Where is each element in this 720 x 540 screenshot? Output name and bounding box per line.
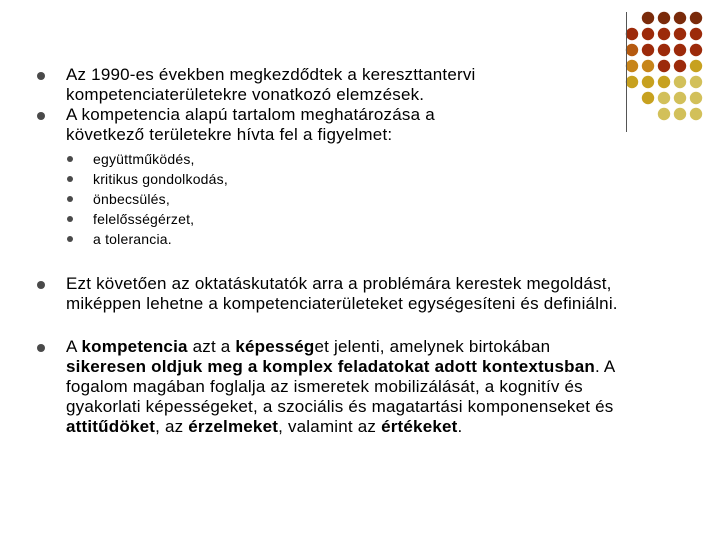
para4-line5 [66, 417, 462, 437]
emphasis-definition: sikeresen oldjuk meg a komplex feladatokat adott kontextusban [66, 357, 595, 376]
para4-line3: fogalom magában foglalja az ismeretek mobilizálását, a kognitív és [66, 377, 583, 396]
para4-line1 [66, 337, 550, 357]
text-run: . A [594, 357, 616, 376]
decorative-dot [642, 92, 654, 104]
subitem: önbecsülés, [93, 191, 170, 207]
para4-line2 [66, 357, 615, 377]
decorative-dot [690, 28, 702, 40]
decorative-dot [658, 92, 670, 104]
text-run: , az [155, 417, 189, 436]
text-run: et jelenti, amelynek birtokában [314, 337, 551, 356]
decorative-divider-line [626, 12, 627, 132]
decorative-dot [674, 60, 686, 72]
decorative-dot [626, 28, 638, 40]
bullet-icon [37, 344, 45, 352]
decorative-dot [674, 12, 686, 24]
decorative-dot [642, 28, 654, 40]
emphasis-kepesseg: képesség [235, 337, 315, 356]
decorative-dot [690, 92, 702, 104]
para4-line4: gyakorlati képességeket, a szociális és magatartási komponenseket és [66, 397, 614, 416]
decorative-dot [658, 44, 670, 56]
decorative-dot [674, 108, 686, 120]
sub-bullet-icon [67, 216, 73, 222]
subitem: együttműködés, [93, 151, 195, 167]
decorative-dot [658, 108, 670, 120]
para3-line1: Ezt követően az oktatáskutatók arra a problémára kerestek megoldást, [66, 274, 612, 293]
text-run: , valamint az [278, 417, 382, 436]
decorative-dot [658, 28, 670, 40]
sub-bullet-icon [67, 176, 73, 182]
para2-line1: A kompetencia alapú tartalom meghatározása a [66, 105, 435, 124]
decorative-dot [626, 44, 638, 56]
subitem: felelősségérzet, [93, 211, 195, 227]
decorative-dot [642, 60, 654, 72]
decorative-dot [674, 92, 686, 104]
emphasis-attitudok: attitűdöket [66, 417, 156, 436]
decorative-dot [674, 76, 686, 88]
decorative-dot [626, 76, 638, 88]
decorative-dot [690, 60, 702, 72]
decorative-dot [690, 76, 702, 88]
decorative-dot [658, 12, 670, 24]
decorative-dot [658, 76, 670, 88]
sub-bullet-icon [67, 236, 73, 242]
decorative-dot [674, 44, 686, 56]
decorative-dot [690, 108, 702, 120]
sub-bullet-icon [67, 156, 73, 162]
bullet-icon [37, 281, 45, 289]
decorative-dot [690, 44, 702, 56]
para1-line1: Az 1990-es években megkezdődtek a kereszttantervi [66, 65, 476, 84]
sub-bullet-icon [67, 196, 73, 202]
para3-line2: miképpen lehetne a kompetenciaterületeket egységesíteni és definiálni. [66, 294, 618, 313]
bullet-icon [37, 72, 45, 80]
subitem: kritikus gondolkodás, [93, 171, 228, 187]
para2-line2: következő területekre hívta fel a figyelmet: [66, 125, 393, 144]
decorative-dot [642, 44, 654, 56]
bullet-icon [37, 112, 45, 120]
emphasis-erzelmek: érzelmeket [188, 417, 279, 436]
decorative-dot [690, 12, 702, 24]
decorative-dot [626, 60, 638, 72]
text-run: azt a [187, 337, 236, 356]
decorative-dot [674, 28, 686, 40]
text-run: A [66, 337, 82, 356]
subitem: a tolerancia. [93, 231, 172, 247]
emphasis-ertekek: értékeket [381, 417, 458, 436]
text-run: . [457, 417, 463, 436]
emphasis-kompetencia: kompetencia [81, 337, 188, 356]
decorative-dot [658, 60, 670, 72]
para1-line2: kompetenciaterületekre vonatkozó elemzések. [66, 85, 425, 104]
decorative-dot [642, 12, 654, 24]
decorative-dot [642, 76, 654, 88]
